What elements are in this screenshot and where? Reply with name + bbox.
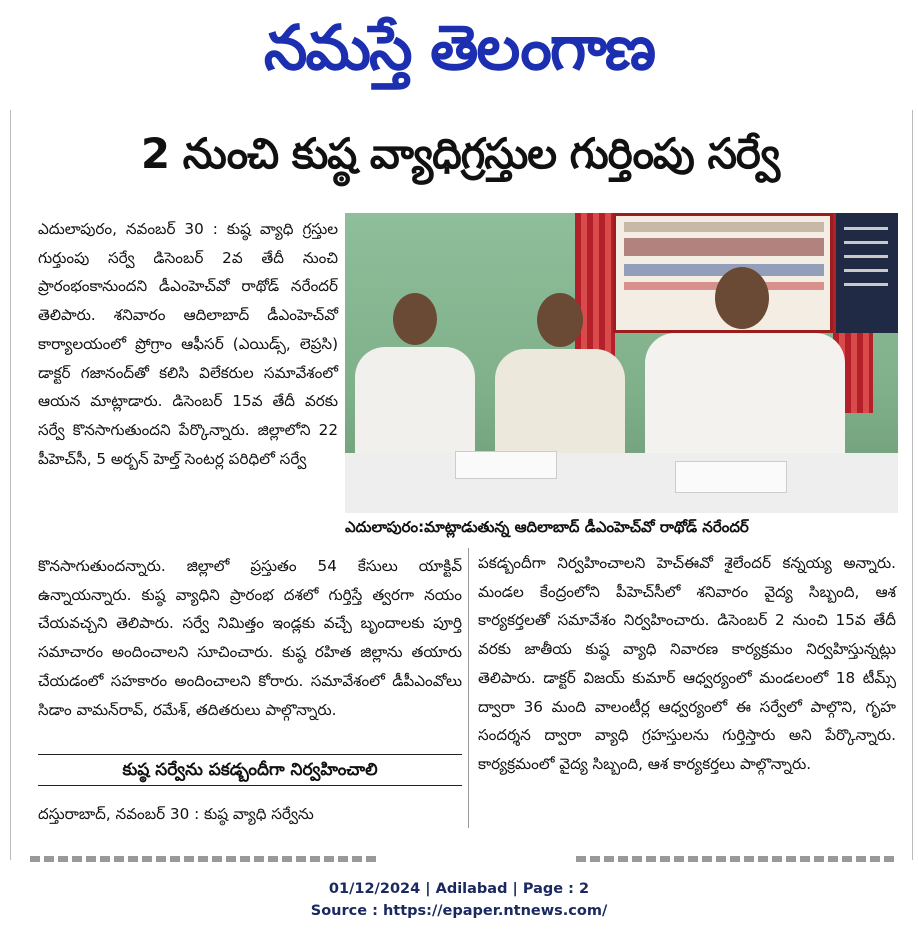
table bbox=[345, 453, 898, 513]
left-column-text: ఎదులాపురం, నవంబర్ 30 : కుష్ఠ వ్యాధి గ్రస్తుల గుర్తుంపు సర్వే డిసెంబర్ 2వ తేదీ నుంచి ప్రారంభంకానుందని డీఎంహెచ్‌వో రాథోడ్ నరేందర్ తెలిపారు. శనివారం ఆదిలాబాద్ డీఎంహెచ్‌వో కార్యాలయంలో ప్రోగ్రాం ఆఫీసర్ (ఎయిడ్స్, లెప్రసి) డాక్టర్ గజానంద్‌తో కలిసి విలేకరుల సమావేశంలో ఆయన మాట్లాడారు. డిసెంబర్ 15వ తేదీ వరకు సర్వే కొనసాగుతుందని పేర్కొన్నారు. జిల్లాలోని 22 పీహెచ్‌సీ, 5 అర్బన్ హెల్త్ సెంటర్ల పరిధిలో సర్వే bbox=[38, 220, 338, 468]
cropped-next-article bbox=[30, 852, 910, 864]
right-column-text: పకడ్బందీగా నిర్వహించాలని హెచ్‌ఈవో శైలేందర్ కన్నయ్య అన్నారు. మండల కేంద్రంలోని పీహెచ్‌సీలో శనివారం వైద్య సిబ్బంది, ఆశ కార్యకర్తలతో సమావేశం నిర్వహించారు. డిసెంబర్ 2 నుంచి 15వ తేదీ వరకు జాతీయ కుష్ఠ వ్యాధి నివారణ కార్యక్రమం నిర్వహిస్తున్నట్లు తెలిపారు. డాక్టర్ విజయ్ కుమార్ ఆధ్వర్యంలో మండలంలో 18 టీమ్స్ ద్వారా 36 మంది వాలంటీర్ల ఆధ్వర్యంలో ఈ సర్వేలో పాల్గొని, గృహ సందర్శన ద్వారా వ్యాధి గ్రహస్తులను గుర్తిస్తారు అని పేర్కొన్నారు. కార్యక్రమంలో వైద్య సిబ్బంది, ఆశ కార్యకర్తలు పాల్గొన్నారు. bbox=[478, 554, 897, 773]
right-divider bbox=[912, 110, 913, 860]
left-divider bbox=[10, 110, 11, 860]
second-article-start: దస్తురాబాద్, నవంబర్ 30 : కుష్ఠ వ్యాధి సర్వేను bbox=[38, 805, 314, 823]
footer-date-line: 01/12/2024 | Adilabad | Page : 2 bbox=[328, 881, 590, 897]
footer bbox=[0, 878, 918, 922]
masthead bbox=[0, 0, 918, 96]
newspaper-logo: నమస్తే తెలంగాణ bbox=[263, 11, 655, 84]
left-column bbox=[38, 215, 338, 473]
footer-source-line: Source : https://epaper.ntnews.com/ bbox=[310, 903, 608, 919]
notice-board bbox=[836, 213, 898, 333]
middle-divider bbox=[468, 548, 469, 828]
right-column bbox=[478, 549, 896, 779]
papers bbox=[455, 451, 557, 479]
sub-headline: కుష్ఠ సర్వేను పకడ్బందీగా నిర్వహించాలి bbox=[38, 754, 462, 786]
article-headline: 2 నుంచి కుష్ఠ వ్యాధిగ్రస్తుల గుర్తింపు సర్వే bbox=[140, 129, 780, 178]
papers-2 bbox=[675, 461, 787, 493]
left-continued-text: కొనసాగుతుందన్నారు. జిల్లాలో ప్రస్తుతం 54 కేసులు యాక్టివ్ ఉన్నాయన్నారు. కుష్ఠ వ్యాధిని ప్రారంభ దశలో గుర్తిస్తే త్వరగా నయం చేయవచ్చని తెలిపారు. సర్వే నిమిత్తం ఇండ్లకు వచ్చే బృందాలకు పూర్తి సమాచారం అందించాలని సూచించారు. కుష్ఠ రహిత జిల్లాను తయారు చేయడంలో సహకారం అందించాలని కోరారు. సమావేశంలో డీపీఎంవోలు సిడాం వామన్‌రావ్, రమేశ్, తదితరులు పాల్గొన్నారు. bbox=[38, 557, 462, 719]
news-photo bbox=[345, 213, 898, 513]
photo-caption: ఎదులాపురం:మాట్లాడుతున్న ఆదిలాబాద్ డీఎంహెచ్‌వో రాథోడ్ నరేందర్ bbox=[345, 518, 749, 536]
left-continued-column bbox=[38, 552, 462, 724]
